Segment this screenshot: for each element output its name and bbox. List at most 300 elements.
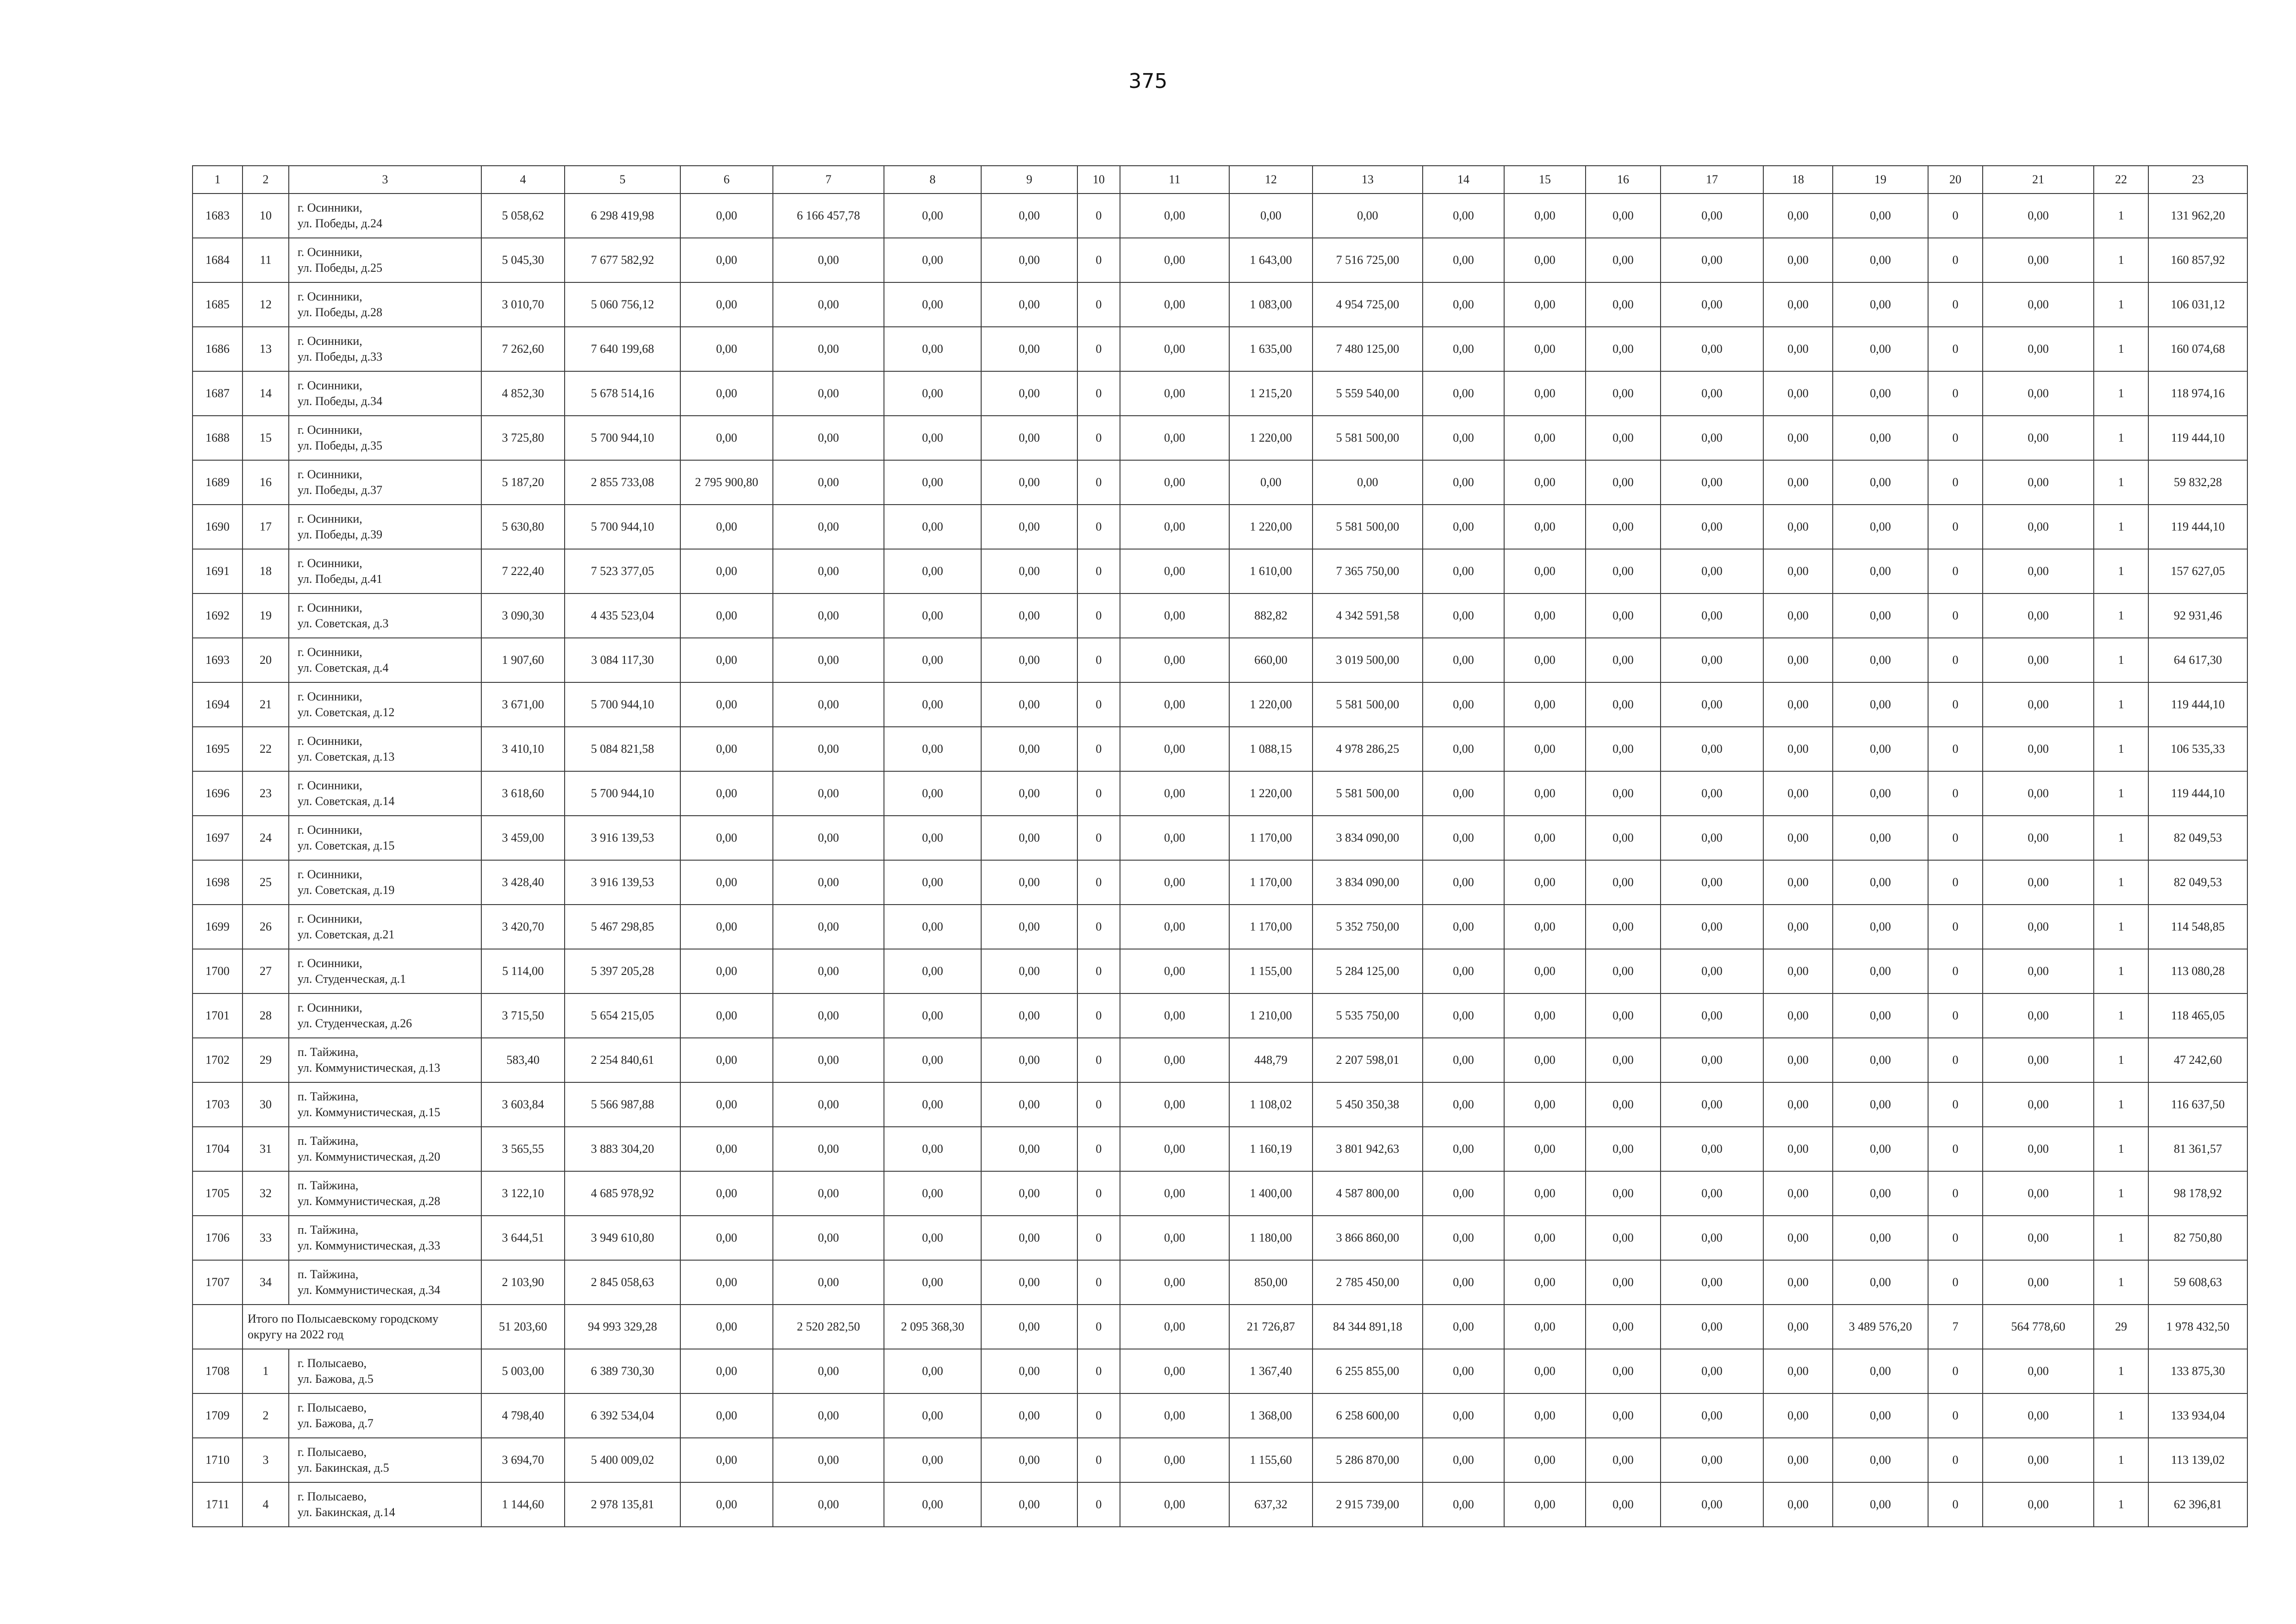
value-cell: 0,00	[680, 238, 773, 282]
local-number-cell: 4	[243, 1482, 289, 1527]
value-cell: 7 523 377,05	[565, 549, 680, 593]
value-cell: 0,00	[773, 771, 884, 816]
row-number-cell: 1683	[193, 194, 243, 238]
address-cell	[289, 727, 481, 771]
value-cell: 0,00	[1983, 1216, 2094, 1260]
value-cell: 59 608,63	[2148, 1260, 2247, 1305]
value-cell: 2 103,90	[481, 1260, 565, 1305]
value-cell: 0	[1077, 1393, 1120, 1438]
value-cell: 0	[1928, 371, 1983, 416]
value-cell: 0	[1077, 460, 1120, 505]
table-row	[193, 460, 2247, 505]
value-cell: 3 866 860,00	[1313, 1216, 1423, 1260]
value-cell: 0,00	[981, 1393, 1077, 1438]
row-number-cell: 1684	[193, 238, 243, 282]
row-number-cell: 1701	[193, 993, 243, 1038]
row-number-cell: 1699	[193, 905, 243, 949]
value-cell: 2 254 840,61	[565, 1038, 680, 1082]
value-cell: 0,00	[1763, 416, 1833, 460]
value-cell: 0,00	[680, 416, 773, 460]
table-row	[193, 771, 2247, 816]
value-cell: 0,00	[1586, 327, 1661, 371]
value-cell: 0,00	[1423, 282, 1504, 327]
address-cell	[289, 682, 481, 727]
value-cell: 0,00	[1983, 549, 2094, 593]
address-locality: г. Осинники,	[298, 290, 362, 303]
value-cell: 5 060 756,12	[565, 282, 680, 327]
value-cell: 0,00	[1763, 1438, 1833, 1482]
value-cell: 1	[2094, 282, 2148, 327]
value-cell: 0,00	[981, 905, 1077, 949]
value-cell: 0,00	[981, 327, 1077, 371]
value-cell: 0,00	[1120, 816, 1229, 860]
value-cell: 0,00	[1423, 1349, 1504, 1393]
row-number-cell: 1709	[193, 1393, 243, 1438]
value-cell: 1	[2094, 905, 2148, 949]
row-number-cell: 1686	[193, 327, 243, 371]
address-locality: п. Тайжина,	[298, 1223, 359, 1237]
value-cell: 1 220,00	[1229, 771, 1313, 816]
value-cell: 1	[2094, 505, 2148, 549]
value-cell: 0,00	[1833, 416, 1928, 460]
value-cell: 0,00	[1586, 460, 1661, 505]
value-cell: 0,00	[773, 1216, 884, 1260]
value-cell: 3 428,40	[481, 860, 565, 905]
value-cell: 0,00	[773, 282, 884, 327]
value-cell: 0,00	[1833, 282, 1928, 327]
value-cell: 0	[1928, 771, 1983, 816]
value-cell: 0,00	[1120, 371, 1229, 416]
local-number-cell: 10	[243, 194, 289, 238]
value-cell: 160 857,92	[2148, 238, 2247, 282]
value-cell: 0,00	[1586, 371, 1661, 416]
value-cell: 5 566 987,88	[565, 1082, 680, 1127]
value-cell: 0,00	[1983, 860, 2094, 905]
value-cell: 0,00	[773, 1082, 884, 1127]
table-row	[193, 1038, 2247, 1082]
value-cell: 3 489 576,20	[1833, 1305, 1928, 1349]
value-cell: 0	[1928, 1393, 1983, 1438]
value-cell: 3 671,00	[481, 682, 565, 727]
value-cell: 3 420,70	[481, 905, 565, 949]
value-cell: 1	[2094, 860, 2148, 905]
address-street: ул. Победы, д.24	[298, 217, 383, 230]
value-cell: 0,00	[981, 682, 1077, 727]
value-cell: 0	[1077, 1305, 1120, 1349]
value-cell: 0,00	[981, 993, 1077, 1038]
value-cell: 1	[2094, 816, 2148, 860]
value-cell: 1	[2094, 1082, 2148, 1127]
value-cell: 0,00	[1983, 238, 2094, 282]
local-number-cell: 18	[243, 549, 289, 593]
value-cell: 0,00	[1423, 771, 1504, 816]
value-cell: 81 361,57	[2148, 1127, 2247, 1171]
value-cell: 0,00	[1661, 1216, 1763, 1260]
address-cell	[289, 371, 481, 416]
table-row	[193, 682, 2247, 727]
value-cell: 5 286 870,00	[1313, 1438, 1423, 1482]
value-cell: 0,00	[1983, 194, 2094, 238]
value-cell: 0,00	[1661, 593, 1763, 638]
address-locality: г. Полысаево,	[298, 1490, 367, 1503]
row-number-cell: 1685	[193, 282, 243, 327]
value-cell: 0,00	[1763, 327, 1833, 371]
value-cell: 0	[1077, 638, 1120, 682]
value-cell: 0,00	[981, 727, 1077, 771]
value-cell: 0,00	[773, 238, 884, 282]
value-cell: 0,00	[773, 327, 884, 371]
value-cell: 3 122,10	[481, 1171, 565, 1216]
table-row	[193, 194, 2247, 238]
value-cell: 0,00	[1120, 1349, 1229, 1393]
header-cell: 21	[1983, 166, 2094, 194]
value-cell: 0,00	[1504, 1482, 1586, 1527]
value-cell: 2 207 598,01	[1313, 1038, 1423, 1082]
value-cell: 3 715,50	[481, 993, 565, 1038]
value-cell: 0,00	[680, 1082, 773, 1127]
value-cell: 0,00	[981, 771, 1077, 816]
value-cell: 0,00	[1504, 1393, 1586, 1438]
value-cell: 2 978 135,81	[565, 1482, 680, 1527]
row-number-cell: 1687	[193, 371, 243, 416]
value-cell: 0,00	[884, 1216, 981, 1260]
address-locality: п. Тайжина,	[298, 1179, 359, 1192]
value-cell: 0,00	[1983, 1082, 2094, 1127]
local-number-cell: 2	[243, 1393, 289, 1438]
address-cell	[289, 1082, 481, 1127]
value-cell: 5 187,20	[481, 460, 565, 505]
table-row	[193, 905, 2247, 949]
local-number-cell: 29	[243, 1038, 289, 1082]
header-cell: 4	[481, 166, 565, 194]
local-number-cell: 11	[243, 238, 289, 282]
table-row	[193, 1482, 2247, 1527]
value-cell: 0,00	[1423, 1482, 1504, 1527]
value-cell: 0,00	[1763, 194, 1833, 238]
value-cell: 0,00	[981, 371, 1077, 416]
address-cell	[289, 505, 481, 549]
row-number-cell: 1694	[193, 682, 243, 727]
value-cell: 0,00	[1120, 194, 1229, 238]
value-cell: 0,00	[773, 1349, 884, 1393]
value-cell: 0,00	[1423, 1393, 1504, 1438]
value-cell: 5 400 009,02	[565, 1438, 680, 1482]
value-cell: 0,00	[1833, 771, 1928, 816]
value-cell: 119 444,10	[2148, 416, 2247, 460]
value-cell: 0,00	[1504, 727, 1586, 771]
value-cell: 0,00	[1423, 993, 1504, 1038]
value-cell: 1 907,60	[481, 638, 565, 682]
value-cell: 0,00	[1504, 860, 1586, 905]
value-cell: 0,00	[1504, 682, 1586, 727]
value-cell: 2 095 368,30	[884, 1305, 981, 1349]
value-cell: 0,00	[981, 1305, 1077, 1349]
value-cell: 0,00	[1661, 1127, 1763, 1171]
value-cell: 0,00	[884, 1171, 981, 1216]
value-cell: 0,00	[1833, 327, 1928, 371]
value-cell: 0,00	[1833, 949, 1928, 993]
value-cell: 0,00	[1504, 1171, 1586, 1216]
address-street: ул. Советская, д.13	[298, 750, 395, 763]
value-cell: 0,00	[680, 1393, 773, 1438]
value-cell: 0,00	[884, 1349, 981, 1393]
value-cell: 0,00	[680, 638, 773, 682]
value-cell: 59 832,28	[2148, 460, 2247, 505]
value-cell: 0,00	[1586, 1171, 1661, 1216]
value-cell: 1	[2094, 327, 2148, 371]
row-number-cell: 1704	[193, 1127, 243, 1171]
value-cell: 0,00	[1983, 1482, 2094, 1527]
local-number-cell: 13	[243, 327, 289, 371]
value-cell: 6 392 534,04	[565, 1393, 680, 1438]
value-cell: 0,00	[1833, 194, 1928, 238]
value-cell: 0,00	[1833, 816, 1928, 860]
value-cell: 0,00	[680, 1171, 773, 1216]
address-locality: г. Осинники,	[298, 779, 362, 792]
value-cell: 5 630,80	[481, 505, 565, 549]
value-cell: 5 045,30	[481, 238, 565, 282]
value-cell: 0	[1077, 905, 1120, 949]
value-cell: 0,00	[1586, 282, 1661, 327]
value-cell: 119 444,10	[2148, 505, 2247, 549]
value-cell: 29	[2094, 1305, 2148, 1349]
value-cell: 0,00	[1504, 1438, 1586, 1482]
value-cell: 0	[1928, 1482, 1983, 1527]
header-cell: 8	[884, 166, 981, 194]
address-street: ул. Коммунистическая, д.34	[298, 1283, 441, 1297]
address-cell	[289, 860, 481, 905]
value-cell: 3 410,10	[481, 727, 565, 771]
value-cell: 0,00	[981, 194, 1077, 238]
value-cell: 1	[2094, 238, 2148, 282]
value-cell: 0,00	[1313, 460, 1423, 505]
value-cell: 0,00	[1983, 1438, 2094, 1482]
value-cell: 0	[1077, 194, 1120, 238]
value-cell: 5 284 125,00	[1313, 949, 1423, 993]
value-cell: 0	[1077, 371, 1120, 416]
value-cell: 1 144,60	[481, 1482, 565, 1527]
header-cell: 1	[193, 166, 243, 194]
value-cell: 0	[1928, 416, 1983, 460]
local-number-cell: 32	[243, 1171, 289, 1216]
local-number-cell: 15	[243, 416, 289, 460]
value-cell: 0,00	[680, 593, 773, 638]
address-cell	[289, 460, 481, 505]
value-cell: 0,00	[1504, 949, 1586, 993]
value-cell: 1	[2094, 993, 2148, 1038]
value-cell: 0,00	[1661, 993, 1763, 1038]
value-cell: 0,00	[884, 1127, 981, 1171]
value-cell: 0,00	[1763, 1082, 1833, 1127]
total-label	[243, 1305, 481, 1349]
value-cell: 5 352 750,00	[1313, 905, 1423, 949]
value-cell: 0,00	[680, 194, 773, 238]
header-cell: 9	[981, 166, 1077, 194]
value-cell: 0	[1077, 1216, 1120, 1260]
value-cell: 0	[1928, 905, 1983, 949]
value-cell: 0,00	[1661, 549, 1763, 593]
value-cell: 0,00	[1763, 949, 1833, 993]
value-cell: 0,00	[1423, 593, 1504, 638]
value-cell: 0,00	[773, 505, 884, 549]
value-cell: 0,00	[1763, 682, 1833, 727]
value-cell: 4 435 523,04	[565, 593, 680, 638]
local-number-cell: 14	[243, 371, 289, 416]
value-cell: 7	[1928, 1305, 1983, 1349]
value-cell: 0,00	[1833, 460, 1928, 505]
value-cell: 0,00	[884, 416, 981, 460]
value-cell: 0	[1928, 549, 1983, 593]
value-cell: 0,00	[773, 1482, 884, 1527]
value-cell: 0,00	[1586, 1349, 1661, 1393]
value-cell: 3 916 139,53	[565, 816, 680, 860]
value-cell: 0,00	[1120, 505, 1229, 549]
address-cell	[289, 549, 481, 593]
value-cell: 0,00	[1586, 727, 1661, 771]
value-cell: 98 178,92	[2148, 1171, 2247, 1216]
value-cell: 106 031,12	[2148, 282, 2247, 327]
value-cell: 0,00	[1763, 1482, 1833, 1527]
address-locality: г. Осинники,	[298, 868, 362, 881]
value-cell: 564 778,60	[1983, 1305, 2094, 1349]
value-cell: 1	[2094, 194, 2148, 238]
value-cell: 0,00	[1586, 238, 1661, 282]
value-cell: 0,00	[1423, 1171, 1504, 1216]
value-cell: 0,00	[1983, 727, 2094, 771]
value-cell: 0,00	[1504, 282, 1586, 327]
local-number-cell: 20	[243, 638, 289, 682]
value-cell: 5 581 500,00	[1313, 416, 1423, 460]
value-cell: 0,00	[1983, 1393, 2094, 1438]
value-cell: 5 084 821,58	[565, 727, 680, 771]
value-cell: 0,00	[680, 1349, 773, 1393]
header-cell: 17	[1661, 166, 1763, 194]
table-row	[193, 282, 2247, 327]
value-cell: 0	[1928, 1260, 1983, 1305]
value-cell: 0,00	[884, 1482, 981, 1527]
address-street: ул. Победы, д.35	[298, 439, 383, 452]
value-cell: 0	[1077, 949, 1120, 993]
value-cell: 0,00	[1120, 860, 1229, 905]
value-cell: 0,00	[1586, 1127, 1661, 1171]
value-cell: 1 155,60	[1229, 1438, 1313, 1482]
value-cell: 0,00	[773, 949, 884, 993]
value-cell: 850,00	[1229, 1260, 1313, 1305]
address-cell	[289, 816, 481, 860]
value-cell: 3 565,55	[481, 1127, 565, 1171]
value-cell: 1	[2094, 1216, 2148, 1260]
value-cell: 0	[1928, 993, 1983, 1038]
value-cell: 0,00	[981, 1216, 1077, 1260]
table-row	[193, 549, 2247, 593]
address-locality: г. Полысаево,	[298, 1445, 367, 1459]
value-cell: 0,00	[884, 460, 981, 505]
value-cell: 0	[1077, 238, 1120, 282]
value-cell: 1 367,40	[1229, 1349, 1313, 1393]
value-cell: 0,00	[1763, 371, 1833, 416]
address-cell	[289, 1216, 481, 1260]
value-cell: 1	[2094, 460, 2148, 505]
address-street: ул. Победы, д.39	[298, 528, 383, 541]
value-cell: 0,00	[680, 1127, 773, 1171]
address-street: ул. Коммунистическая, д.13	[298, 1061, 441, 1074]
table-row	[193, 505, 2247, 549]
value-cell: 0,00	[1229, 460, 1313, 505]
address-cell	[289, 1171, 481, 1216]
value-cell: 1 220,00	[1229, 416, 1313, 460]
value-cell: 5 058,62	[481, 194, 565, 238]
value-cell: 637,32	[1229, 1482, 1313, 1527]
value-cell: 0,00	[1661, 1438, 1763, 1482]
value-cell: 0,00	[1833, 638, 1928, 682]
value-cell: 0,00	[1586, 549, 1661, 593]
address-locality: г. Полысаево,	[298, 1401, 367, 1414]
value-cell: 1	[2094, 1482, 2148, 1527]
value-cell: 0,00	[1983, 993, 2094, 1038]
value-cell: 0,00	[1661, 416, 1763, 460]
value-cell: 0,00	[1833, 682, 1928, 727]
value-cell: 0,00	[1833, 1171, 1928, 1216]
address-street: ул. Коммунистическая, д.20	[298, 1150, 441, 1163]
header-cell: 11	[1120, 166, 1229, 194]
value-cell: 4 685 978,92	[565, 1171, 680, 1216]
value-cell: 0,00	[1586, 682, 1661, 727]
value-cell: 3 010,70	[481, 282, 565, 327]
value-cell: 5 700 944,10	[565, 416, 680, 460]
value-cell: 0,00	[1763, 727, 1833, 771]
address-locality: г. Осинники,	[298, 423, 362, 437]
value-cell: 0,00	[1983, 1127, 2094, 1171]
value-cell: 0,00	[1120, 682, 1229, 727]
value-cell: 0,00	[773, 1260, 884, 1305]
address-cell	[289, 282, 481, 327]
value-cell: 0,00	[1763, 638, 1833, 682]
value-cell: 0	[1077, 549, 1120, 593]
row-number-cell: 1696	[193, 771, 243, 816]
value-cell: 0	[1928, 1082, 1983, 1127]
value-cell: 131 962,20	[2148, 194, 2247, 238]
local-number-cell: 21	[243, 682, 289, 727]
address-locality: г. Осинники,	[298, 734, 362, 748]
value-cell: 2 785 450,00	[1313, 1260, 1423, 1305]
value-cell: 1 220,00	[1229, 505, 1313, 549]
value-cell: 0,00	[1504, 194, 1586, 238]
total-label-line1: Итого по Полысаевскому городскому	[248, 1312, 439, 1325]
value-cell: 0	[1928, 282, 1983, 327]
value-cell: 0,00	[1586, 771, 1661, 816]
value-cell: 0,00	[1120, 1127, 1229, 1171]
value-cell: 0,00	[884, 371, 981, 416]
value-cell: 0,00	[884, 1438, 981, 1482]
value-cell: 0,00	[981, 238, 1077, 282]
value-cell: 0	[1928, 638, 1983, 682]
address-street: ул. Студенческая, д.1	[298, 972, 406, 986]
value-cell: 0,00	[1983, 505, 2094, 549]
value-cell: 0,00	[680, 993, 773, 1038]
address-locality: г. Осинники,	[298, 601, 362, 614]
value-cell: 0,00	[1504, 549, 1586, 593]
value-cell: 0,00	[1423, 682, 1504, 727]
value-cell: 0,00	[1120, 460, 1229, 505]
address-street: ул. Победы, д.33	[298, 350, 383, 363]
header-cell: 18	[1763, 166, 1833, 194]
local-number-cell: 28	[243, 993, 289, 1038]
address-locality: г. Осинники,	[298, 468, 362, 481]
value-cell: 1 170,00	[1229, 905, 1313, 949]
value-cell: 882,82	[1229, 593, 1313, 638]
value-cell: 3 459,00	[481, 816, 565, 860]
value-cell: 0,00	[1120, 549, 1229, 593]
